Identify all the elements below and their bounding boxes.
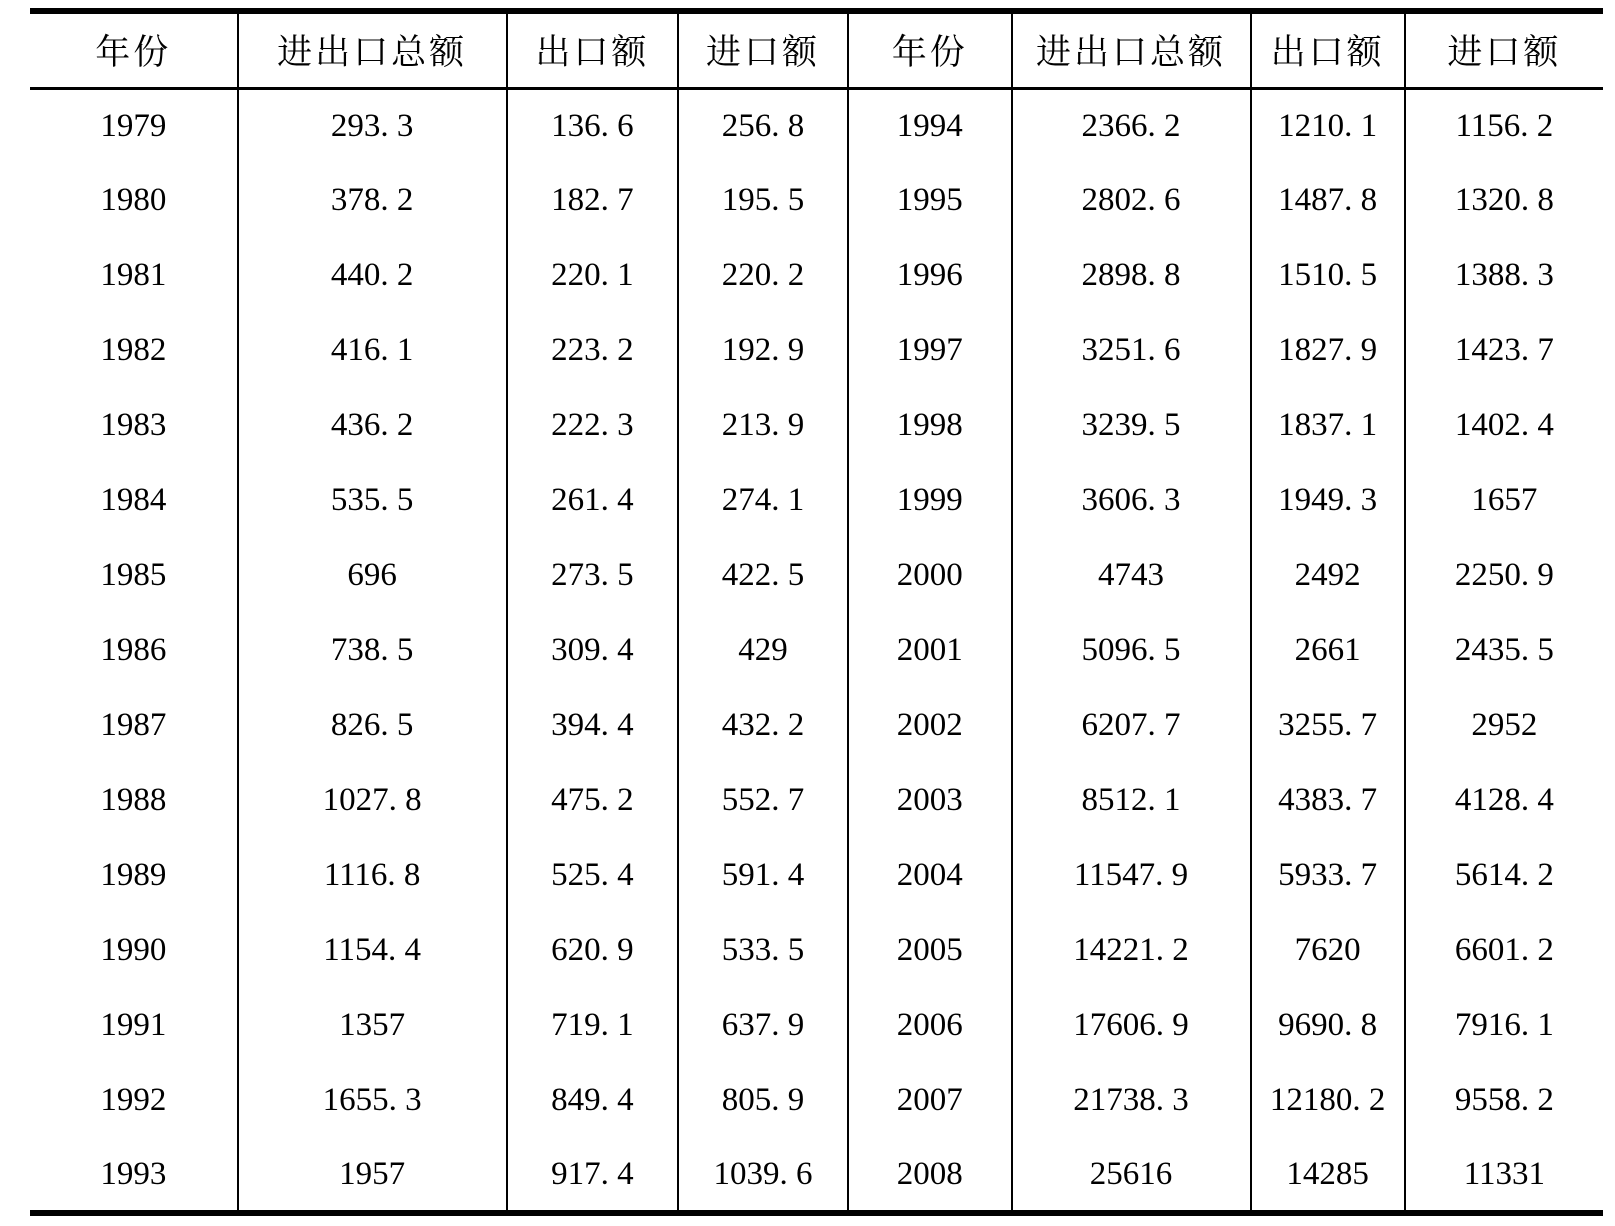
- table-cell: 7620: [1251, 913, 1405, 988]
- table-cell: 1657: [1405, 463, 1603, 538]
- table-cell: 1984: [100, 482, 167, 518]
- table-cell: 1027. 8: [238, 763, 507, 838]
- table-cell: 416. 1: [238, 313, 507, 388]
- table-cell: 1116. 8: [238, 838, 507, 913]
- table-cell: 223. 2: [507, 313, 678, 388]
- table-cell: 2007: [848, 1063, 1012, 1138]
- table-cell: 826. 5: [238, 688, 507, 763]
- table-cell: 261. 4: [507, 463, 678, 538]
- column-header: 进口额: [678, 11, 848, 88]
- table-row: [30, 538, 1603, 613]
- table-row: [30, 88, 1603, 163]
- table-cell: 4128. 4: [1405, 763, 1603, 838]
- table-cell: 5096. 5: [1012, 613, 1251, 688]
- table-cell: 1983: [100, 407, 167, 443]
- table-cell: 1999: [848, 463, 1012, 538]
- table-cell: 6601. 2: [1405, 913, 1603, 988]
- table-cell: 220. 2: [678, 238, 848, 313]
- table-cell: 1320. 8: [1405, 163, 1603, 238]
- table-cell: 3251. 6: [1012, 313, 1251, 388]
- table-cell: 2003: [848, 763, 1012, 838]
- table-cell: 637. 9: [678, 988, 848, 1063]
- table-cell: 432. 2: [678, 688, 848, 763]
- table-cell: 1837. 1: [1251, 388, 1405, 463]
- table-cell: 2005: [848, 913, 1012, 988]
- table-cell: 21738. 3: [1012, 1063, 1251, 1138]
- table-cell: 136. 6: [507, 88, 678, 163]
- column-header: 年份: [30, 11, 238, 88]
- column-header: 出口额: [1251, 11, 1405, 88]
- table-cell: 3606. 3: [1012, 463, 1251, 538]
- table-cell: 849. 4: [507, 1063, 678, 1138]
- table-cell: 2250. 9: [1405, 538, 1603, 613]
- table-cell: 2952: [1405, 688, 1603, 763]
- table-row: [30, 838, 1603, 913]
- table-cell: 591. 4: [678, 838, 848, 913]
- column-header: 进出口总额: [1012, 11, 1251, 88]
- table-cell: 2002: [848, 688, 1012, 763]
- table-row: [30, 463, 1603, 538]
- table-cell: 719. 1: [507, 988, 678, 1063]
- table-cell: 2492: [1251, 538, 1405, 613]
- column-header: 出口额: [507, 11, 678, 88]
- table-cell: 2000: [848, 538, 1012, 613]
- table-row: [30, 913, 1603, 988]
- table-cell: 1388. 3: [1405, 238, 1603, 313]
- table-cell: 7916. 1: [1405, 988, 1603, 1063]
- column-header: 进口额: [1405, 11, 1603, 88]
- table-cell: 192. 9: [678, 313, 848, 388]
- table-row: [30, 763, 1603, 838]
- column-header: 进出口总额: [238, 11, 507, 88]
- table-body: [30, 88, 1603, 1213]
- table-cell: 440. 2: [238, 238, 507, 313]
- table-cell: 182. 7: [507, 163, 678, 238]
- table-cell: 25616: [1012, 1138, 1251, 1213]
- table-cell: 696: [238, 538, 507, 613]
- table-cell: 2802. 6: [1012, 163, 1251, 238]
- table-cell: 309. 4: [507, 613, 678, 688]
- table-cell: 9690. 8: [1251, 988, 1405, 1063]
- table-cell: 3255. 7: [1251, 688, 1405, 763]
- table-cell: 525. 4: [507, 838, 678, 913]
- table-cell: 805. 9: [678, 1063, 848, 1138]
- table-cell: 2435. 5: [1405, 613, 1603, 688]
- table-cell: 1989: [100, 857, 167, 893]
- table-cell: 256. 8: [678, 88, 848, 163]
- table-cell: 5933. 7: [1251, 838, 1405, 913]
- table-cell: 475. 2: [507, 763, 678, 838]
- table-cell: 8512. 1: [1012, 763, 1251, 838]
- table-cell: 1210. 1: [1251, 88, 1405, 163]
- table-cell: 14285: [1251, 1138, 1405, 1213]
- table-cell: 5614. 2: [1405, 838, 1603, 913]
- table-cell: 1993: [100, 1155, 167, 1192]
- table-row: [30, 1063, 1603, 1138]
- table-cell: 1995: [848, 163, 1012, 238]
- table-cell: 2898. 8: [1012, 238, 1251, 313]
- table-cell: 1357: [238, 988, 507, 1063]
- table-cell: 1039. 6: [678, 1138, 848, 1213]
- trade-data-table: [30, 8, 1603, 1216]
- table-cell: 378. 2: [238, 163, 507, 238]
- table-cell: 2004: [848, 838, 1012, 913]
- table-cell: 1423. 7: [1405, 313, 1603, 388]
- table-cell: 738. 5: [238, 613, 507, 688]
- table-cell: 2008: [848, 1138, 1012, 1213]
- table-cell: 620. 9: [507, 913, 678, 988]
- table-cell: 1655. 3: [238, 1063, 507, 1138]
- table-cell: 14221. 2: [1012, 913, 1251, 988]
- table-row: [30, 613, 1603, 688]
- table-cell: 535. 5: [238, 463, 507, 538]
- table-cell: 1992: [100, 1082, 167, 1118]
- table-cell: 12180. 2: [1251, 1063, 1405, 1138]
- table-cell: 1979: [100, 107, 167, 144]
- table-row: [30, 1138, 1603, 1213]
- table-cell: 2001: [848, 613, 1012, 688]
- table-cell: 6207. 7: [1012, 688, 1251, 763]
- table-row: [30, 688, 1603, 763]
- table-cell: 4743: [1012, 538, 1251, 613]
- table-cell: 17606. 9: [1012, 988, 1251, 1063]
- table-cell: 1997: [848, 313, 1012, 388]
- table-cell: 213. 9: [678, 388, 848, 463]
- table-cell: 1510. 5: [1251, 238, 1405, 313]
- table-cell: 2366. 2: [1012, 88, 1251, 163]
- table-cell: 1154. 4: [238, 913, 507, 988]
- table-cell: 1996: [848, 238, 1012, 313]
- table-cell: 1487. 8: [1251, 163, 1405, 238]
- table-row: [30, 238, 1603, 313]
- table-cell: 429: [678, 613, 848, 688]
- table-cell: 1990: [100, 932, 167, 968]
- header-row: [30, 11, 1603, 88]
- table-cell: 9558. 2: [1405, 1063, 1603, 1138]
- table-cell: 1991: [100, 1007, 167, 1043]
- table-cell: 2661: [1251, 613, 1405, 688]
- table-cell: 273. 5: [507, 538, 678, 613]
- table-cell: 293. 3: [238, 88, 507, 163]
- table-cell: 11331: [1405, 1138, 1603, 1213]
- table-cell: 1827. 9: [1251, 313, 1405, 388]
- table-row: [30, 163, 1603, 238]
- table-cell: 1985: [100, 557, 167, 593]
- table-cell: 422. 5: [678, 538, 848, 613]
- table-row: [30, 988, 1603, 1063]
- table-cell: 2006: [848, 988, 1012, 1063]
- table-cell: 1982: [100, 332, 167, 368]
- table-cell: 220. 1: [507, 238, 678, 313]
- table-cell: 1988: [100, 782, 167, 818]
- table-cell: 222. 3: [507, 388, 678, 463]
- table-cell: 1402. 4: [1405, 388, 1603, 463]
- table-cell: 917. 4: [507, 1138, 678, 1213]
- table-header: [30, 11, 1603, 88]
- table-cell: 1949. 3: [1251, 463, 1405, 538]
- table-cell: 11547. 9: [1012, 838, 1251, 913]
- table-cell: 1994: [848, 88, 1012, 163]
- table-cell: 552. 7: [678, 763, 848, 838]
- table-cell: 533. 5: [678, 913, 848, 988]
- table-cell: 1987: [100, 707, 167, 743]
- table-row: [30, 388, 1603, 463]
- table-cell: 3239. 5: [1012, 388, 1251, 463]
- table-row: [30, 313, 1603, 388]
- table-cell: 195. 5: [678, 163, 848, 238]
- column-header: 年份: [848, 11, 1012, 88]
- table-cell: 1980: [100, 182, 167, 218]
- table-cell: 1957: [238, 1138, 507, 1213]
- table-cell: 274. 1: [678, 463, 848, 538]
- table-cell: 1156. 2: [1405, 88, 1603, 163]
- table-cell: 1986: [100, 632, 167, 668]
- table-cell: 1998: [848, 388, 1012, 463]
- table-cell: 436. 2: [238, 388, 507, 463]
- table-cell: 4383. 7: [1251, 763, 1405, 838]
- table-cell: 1981: [100, 257, 167, 293]
- table-cell: 394. 4: [507, 688, 678, 763]
